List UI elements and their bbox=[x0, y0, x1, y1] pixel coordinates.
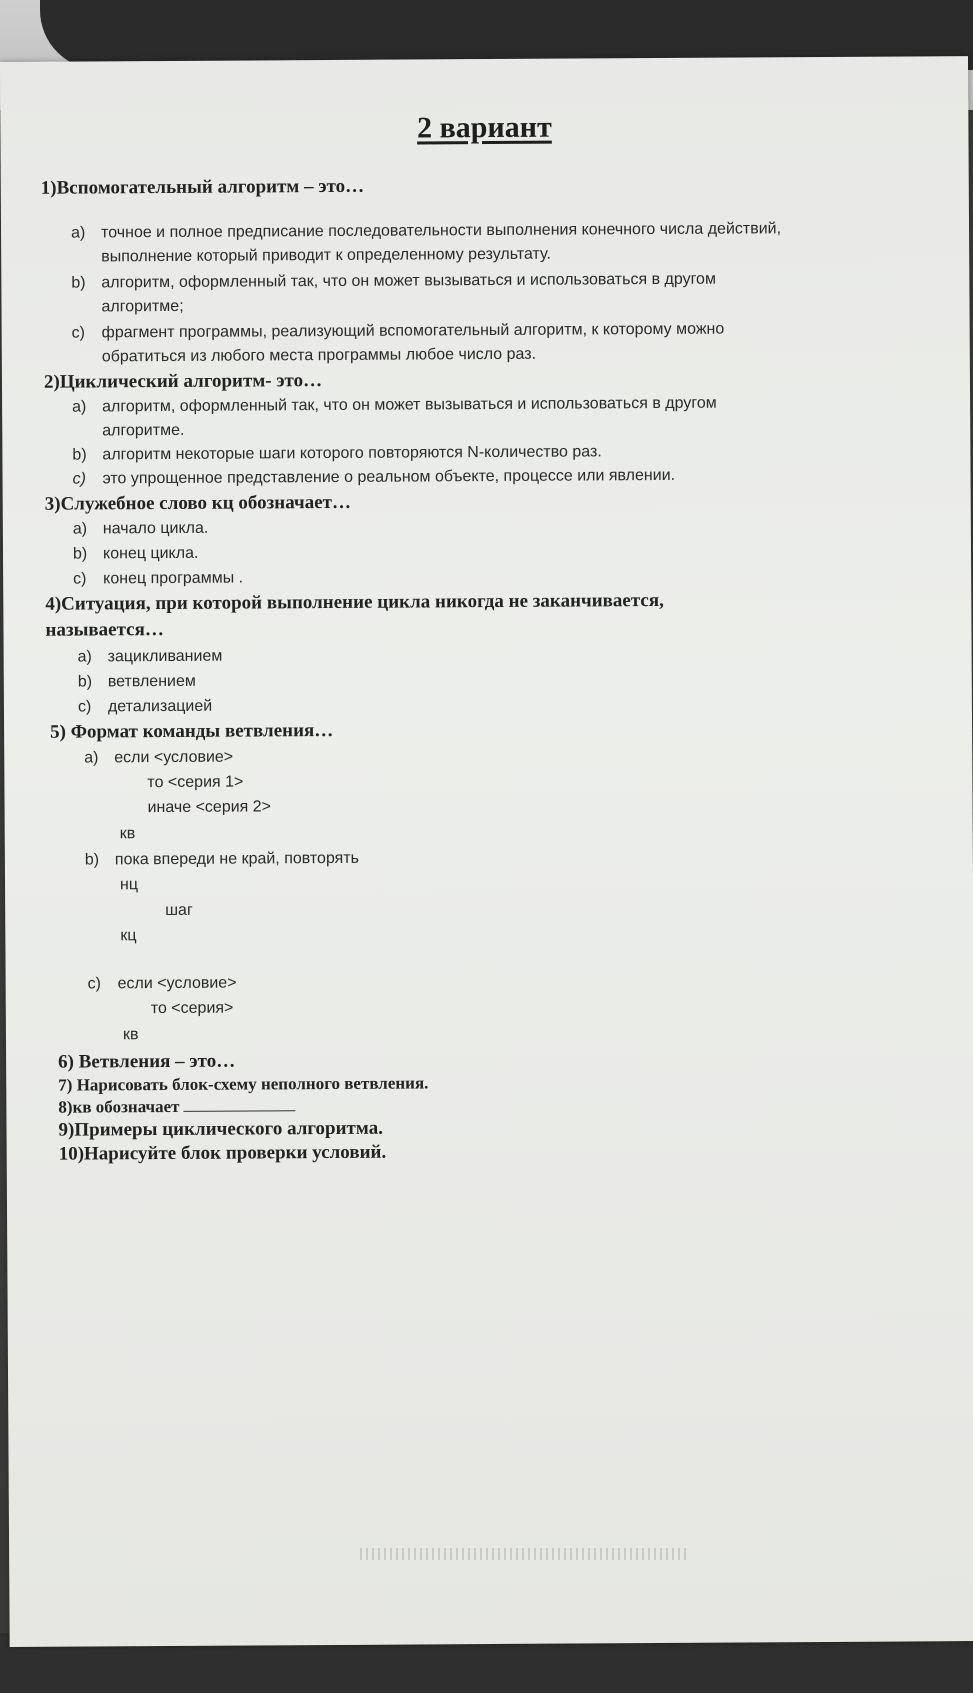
q5-b-step: шаг bbox=[165, 901, 193, 920]
question-7: 7) Нарисовать блок-схему неполного ветвления. bbox=[58, 1073, 429, 1095]
question-8-text: 8)кв обозначает bbox=[58, 1096, 180, 1117]
option-text: алгоритм, оформленный так, что он может вызываться и использоваться в другом bbox=[101, 270, 716, 292]
option-text: конец программы . bbox=[103, 569, 244, 588]
q5-a-end: кв bbox=[119, 825, 136, 843]
q5-b-start: нц bbox=[119, 876, 139, 894]
question-1: 1)Вспомогательный алгоритм – это… bbox=[40, 175, 365, 199]
q2-option-c bbox=[72, 464, 675, 492]
code-line: если <условие> bbox=[117, 974, 237, 993]
option-letter: c) bbox=[71, 324, 86, 342]
q3-option-a bbox=[73, 517, 209, 542]
q5-option-c bbox=[88, 975, 237, 994]
option-letter: b) bbox=[77, 673, 93, 691]
option-text: конец цикла. bbox=[102, 544, 199, 563]
option-text: начало цикла. bbox=[102, 519, 209, 538]
option-text: алгоритм, оформленный так, что он может вызываться и использоваться в другом bbox=[102, 394, 717, 416]
question-6: 6) Ветвления – это… bbox=[58, 1050, 236, 1073]
q1-option-a bbox=[71, 217, 781, 245]
q5-a-else: иначе <серия 2> bbox=[147, 798, 272, 817]
option-letter: a) bbox=[72, 520, 88, 538]
option-letter: a) bbox=[72, 398, 87, 416]
code-line: пока впереди не край, повторять bbox=[114, 849, 360, 869]
paper-sheet bbox=[0, 56, 973, 1647]
option-letter: b) bbox=[72, 446, 87, 464]
paper-smudge bbox=[360, 1548, 690, 1560]
q3-option-b bbox=[73, 542, 199, 567]
q2-option-a-cont: алгоритме. bbox=[102, 421, 185, 440]
q5-b-end: кц bbox=[120, 927, 137, 945]
q4-option-c bbox=[78, 695, 212, 720]
q5-option-a bbox=[84, 749, 233, 768]
option-letter: b) bbox=[84, 851, 100, 869]
question-3: 3)Служебное слово кц обозначает… bbox=[44, 491, 352, 515]
option-letter: a) bbox=[84, 749, 99, 767]
option-text: детализацией bbox=[107, 697, 213, 716]
q2-option-b bbox=[72, 440, 602, 467]
question-4-cont: называется… bbox=[45, 619, 164, 641]
option-letter: c) bbox=[73, 570, 87, 588]
q1-option-b bbox=[71, 268, 716, 296]
option-letter: a) bbox=[77, 648, 92, 666]
option-letter: b) bbox=[72, 545, 88, 563]
q5-a-then: то <серия 1> bbox=[147, 773, 244, 792]
question-5: 5) Формат команды ветвления… bbox=[50, 719, 334, 743]
q1-option-c bbox=[72, 318, 725, 346]
option-text: это упрощенное представление о реальном объекте, процессе или явлении. bbox=[102, 466, 676, 488]
option-text: зацикливанием bbox=[107, 647, 223, 666]
code-line: если <условие> bbox=[114, 748, 234, 767]
q4-option-a bbox=[78, 645, 223, 670]
option-letter: c) bbox=[72, 470, 86, 488]
q5-c-end: кв bbox=[122, 1026, 139, 1044]
question-4: 4)Ситуация, при которой выполнение цикла никогда не заканчивается, bbox=[45, 589, 664, 615]
option-text: ветвлением bbox=[107, 672, 196, 691]
q1-option-c-cont: обратиться из любого места программы любое число раз. bbox=[101, 345, 537, 366]
q3-option-c bbox=[73, 567, 243, 592]
page-title: 2 вариант bbox=[416, 110, 552, 145]
option-letter: c) bbox=[87, 975, 102, 993]
question-9: 9)Примеры циклического алгоритма. bbox=[58, 1117, 383, 1141]
option-text: фрагмент программы, реализующий вспомогательный алгоритм, к которому можно bbox=[101, 320, 725, 342]
answer-blank bbox=[183, 1096, 295, 1112]
option-letter: b) bbox=[71, 274, 86, 292]
q4-option-b bbox=[78, 670, 196, 695]
option-text: точное и полное предписание последовательности выполнения конечного числа действий, bbox=[100, 220, 782, 242]
q1-option-a-cont: выполнение который приводит к определенному результату. bbox=[101, 245, 551, 266]
option-letter: c) bbox=[77, 698, 92, 716]
q1-option-b-cont: алгоритме; bbox=[101, 297, 184, 316]
option-text: алгоритм некоторые шаги которого повторяются N-количество раз. bbox=[102, 443, 602, 464]
question-8 bbox=[58, 1096, 295, 1117]
question-2: 2)Циклический алгоритм- это… bbox=[43, 370, 323, 393]
q5-option-b bbox=[85, 850, 359, 870]
q5-c-then: то <серия> bbox=[150, 999, 234, 1018]
q2-option-a bbox=[72, 392, 717, 420]
option-letter: a) bbox=[70, 224, 86, 242]
question-10: 10)Нарисуйте блок проверки условий. bbox=[58, 1141, 387, 1165]
